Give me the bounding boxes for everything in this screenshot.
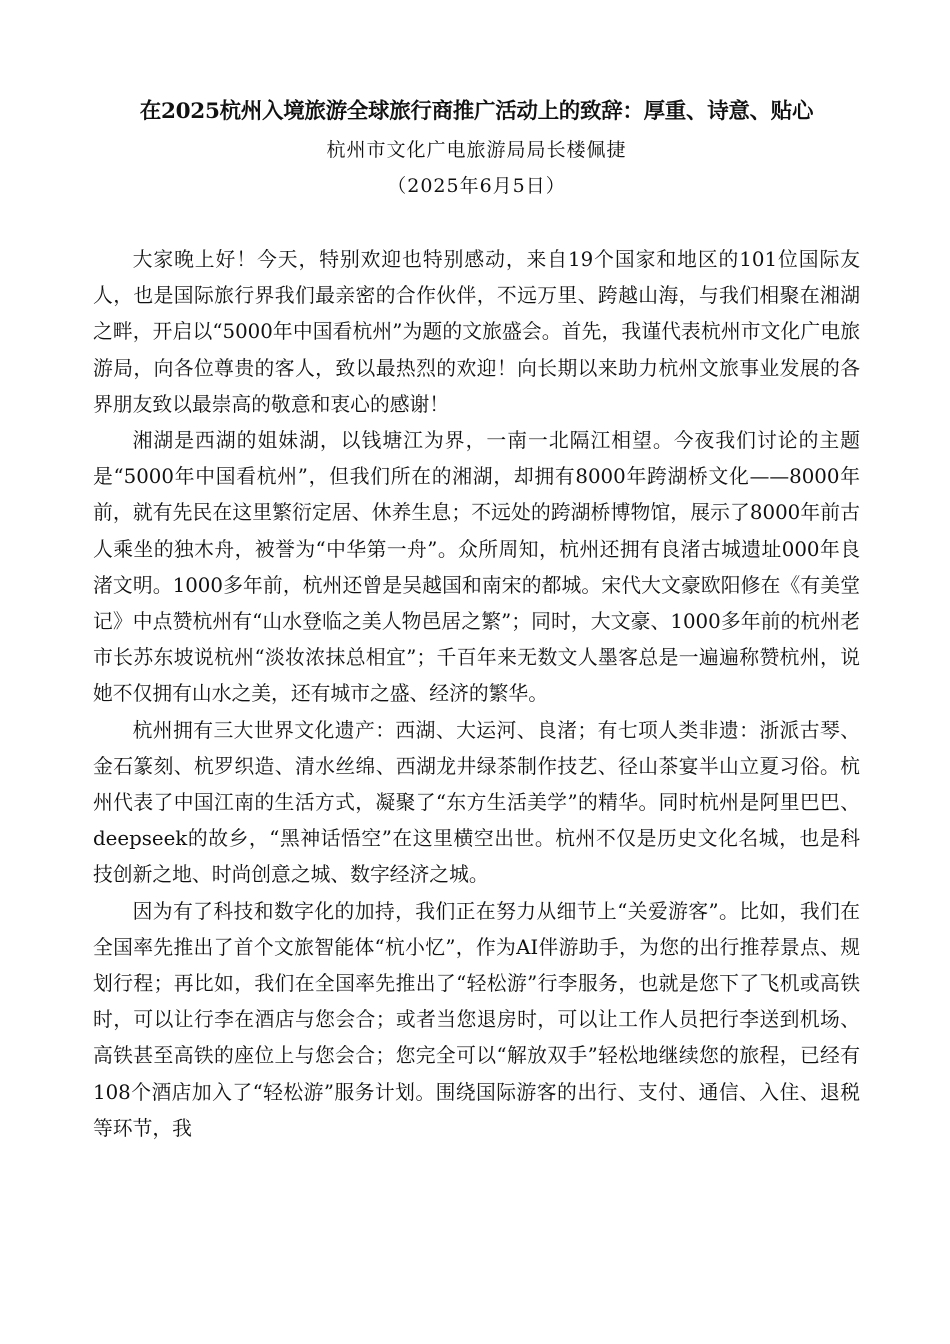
body-paragraph-heritage: 杭州拥有三大世界文化遗产：西湖、大运河、良渚；有七项人类非遗：浙派古琴、金石篆刻、杭罗织造、清水丝绵、西湖龙井绿茶制作技艺、径山茶宴半山立夏习俗。杭州代表了中国江南的生活方式，凝聚了“东方生活美学”的精华。同时杭州是阿里巴巴、deepseek的故乡，“黑神话悟空”在这里横空出世。杭州不仅是历史文化名城，也是科技创新之地、时尚创意之城、数字经济之城。	[93, 718, 860, 887]
document-page	[93, 92, 860, 1147]
body-paragraph-welcome: 大家晚上好！今天，特别欢迎也特别感动，来自19个国家和地区的101位国际友人，也是国际旅行界我们最亲密的合作伙伴，不远万里、跨越山海，与我们相聚在湘湖之畔，开启以“5000年中国看杭州”为题的文旅盛会。首先，我谨代表杭州市文化广电旅游局，向各位尊贵的客人，致以最热烈的欢迎！向长期以来助力杭州文旅事业发展的各界朋友致以最崇高的敬意和衷心的感谢！	[93, 248, 860, 416]
document-title: 在2025杭州入境旅游全球旅行商推广活动上的致辞：厚重、诗意、贴心	[139, 99, 814, 124]
author-byline: 杭州市文化广电旅游局局长楼佩捷	[326, 139, 627, 161]
body-paragraph-services: 因为有了科技和数字化的加持，我们正在努力从细节上“关爱游客”。比如，我们在全国率先推出了首个文旅智能体“杭小忆”，作为AI伴游助手，为您的出行推荐景点、规划行程；再比如，我们在全国率先推出了“轻松游”行李服务，也就是您下了飞机或高铁时，可以让行李在酒店与您会合；或者当您退房时，可以让工作人员把行李送到机场、高铁甚至高铁的座位上与您会合；您完全可以“解放双手”轻松地继续您的旅程，已经有108个酒店加入了“轻松游”服务计划。围绕国际游客的出行、支付、通信、入住、退税等环节，我	[93, 899, 860, 1140]
body-paragraph-history: 湘湖是西湖的姐妹湖，以钱塘江为界，一南一北隔江相望。今夜我们讨论的主题是“5000年中国看杭州”，但我们所在的湘湖，却拥有8000年跨湖桥文化——8000年前，就有先民在这里繁衍定居、休养生息；不远处的跨湖桥博物馆，展示了8000年前古人乘坐的独木舟，被誉为“中华第一舟”。众所周知，杭州还拥有良渚古城遗址000年良渚文明。1000多年前，杭州还曾是吴越国和南宋的都城。宋代大文豪欧阳修在《有美堂记》中点赞杭州有“山水登临之美人物邑居之繁”；同时，大文豪、1000多年前的杭州老市长苏东坡说杭州“淡妆浓抹总相宜”；千百年来无数文人墨客总是一遍遍称赞杭州，说她不仅拥有山水之美，还有城市之盛、经济的繁华。	[93, 429, 860, 706]
speech-date: （2025年6月5日）	[387, 175, 566, 197]
